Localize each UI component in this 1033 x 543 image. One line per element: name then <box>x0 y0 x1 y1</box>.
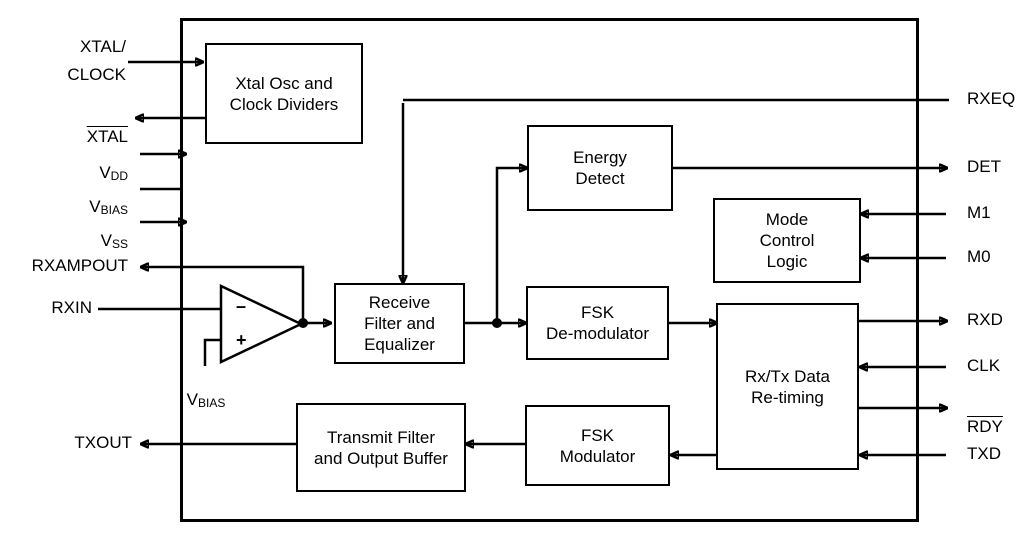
pin-label-vbias-base: V <box>89 197 101 216</box>
pin-label-xtal-clock: XTAL/ CLOCK <box>67 37 126 84</box>
block-transmit-filter-output-buffer: Transmit Filter and Output Buffer <box>296 403 466 492</box>
amp-minus-sign: – <box>236 296 247 316</box>
pin-label-m1: M1 <box>967 203 991 222</box>
pin-label-rdy-text: $\overline{RDY}$ <box>967 417 1003 436</box>
amp-bias-base: V <box>186 390 198 409</box>
block-mode-control-logic: Mode Control Logic <box>713 198 861 283</box>
pin-label-xtal-bar-text: XTAL <box>86 127 128 146</box>
pin-label-xtal-bar <box>0 107 128 147</box>
pin-label-vdd-sub: DD <box>110 169 128 183</box>
pin-label-rxin: RXIN <box>51 298 92 317</box>
pin-label-txout: TXOUT <box>74 433 132 452</box>
block-fsk-modulator: FSK Modulator <box>525 405 670 486</box>
pin-label-clk: CLK <box>967 356 1001 375</box>
pin-label-rxd: RXD <box>967 310 1003 329</box>
pin-label-rxampout: RXAMPOUT <box>31 256 128 275</box>
pin-label-txd: TXD <box>967 444 1001 463</box>
pin-label-det: DET <box>967 157 1001 176</box>
pin-label-vbias-sub: BIAS <box>100 203 128 217</box>
amp-bias-label <box>160 370 252 413</box>
block-receive-filter-equalizer: Receive Filter and Equalizer <box>334 283 465 364</box>
block-fsk-demodulator: FSK De-modulator <box>526 286 669 360</box>
pin-label-vss-base: V <box>100 231 112 250</box>
pin-label-vdd-base: V <box>99 163 111 182</box>
amp-plus-sign: + <box>236 330 247 350</box>
amp-bias-sub: BIAS <box>197 396 226 410</box>
pin-label-rxeq: RXEQ <box>967 89 1016 108</box>
block-xtal-osc: Xtal Osc and Clock Dividers <box>205 43 363 144</box>
pin-label-vss <box>0 211 128 254</box>
pin-label-m0: M0 <box>967 247 991 266</box>
block-energy-detect: Energy Detect <box>527 125 673 211</box>
pin-label-vss-sub: SS <box>111 237 128 251</box>
pin-label-rdy <box>967 397 1003 437</box>
block-rx-tx-data-retiming: Rx/Tx Data Re-timing <box>716 303 859 470</box>
